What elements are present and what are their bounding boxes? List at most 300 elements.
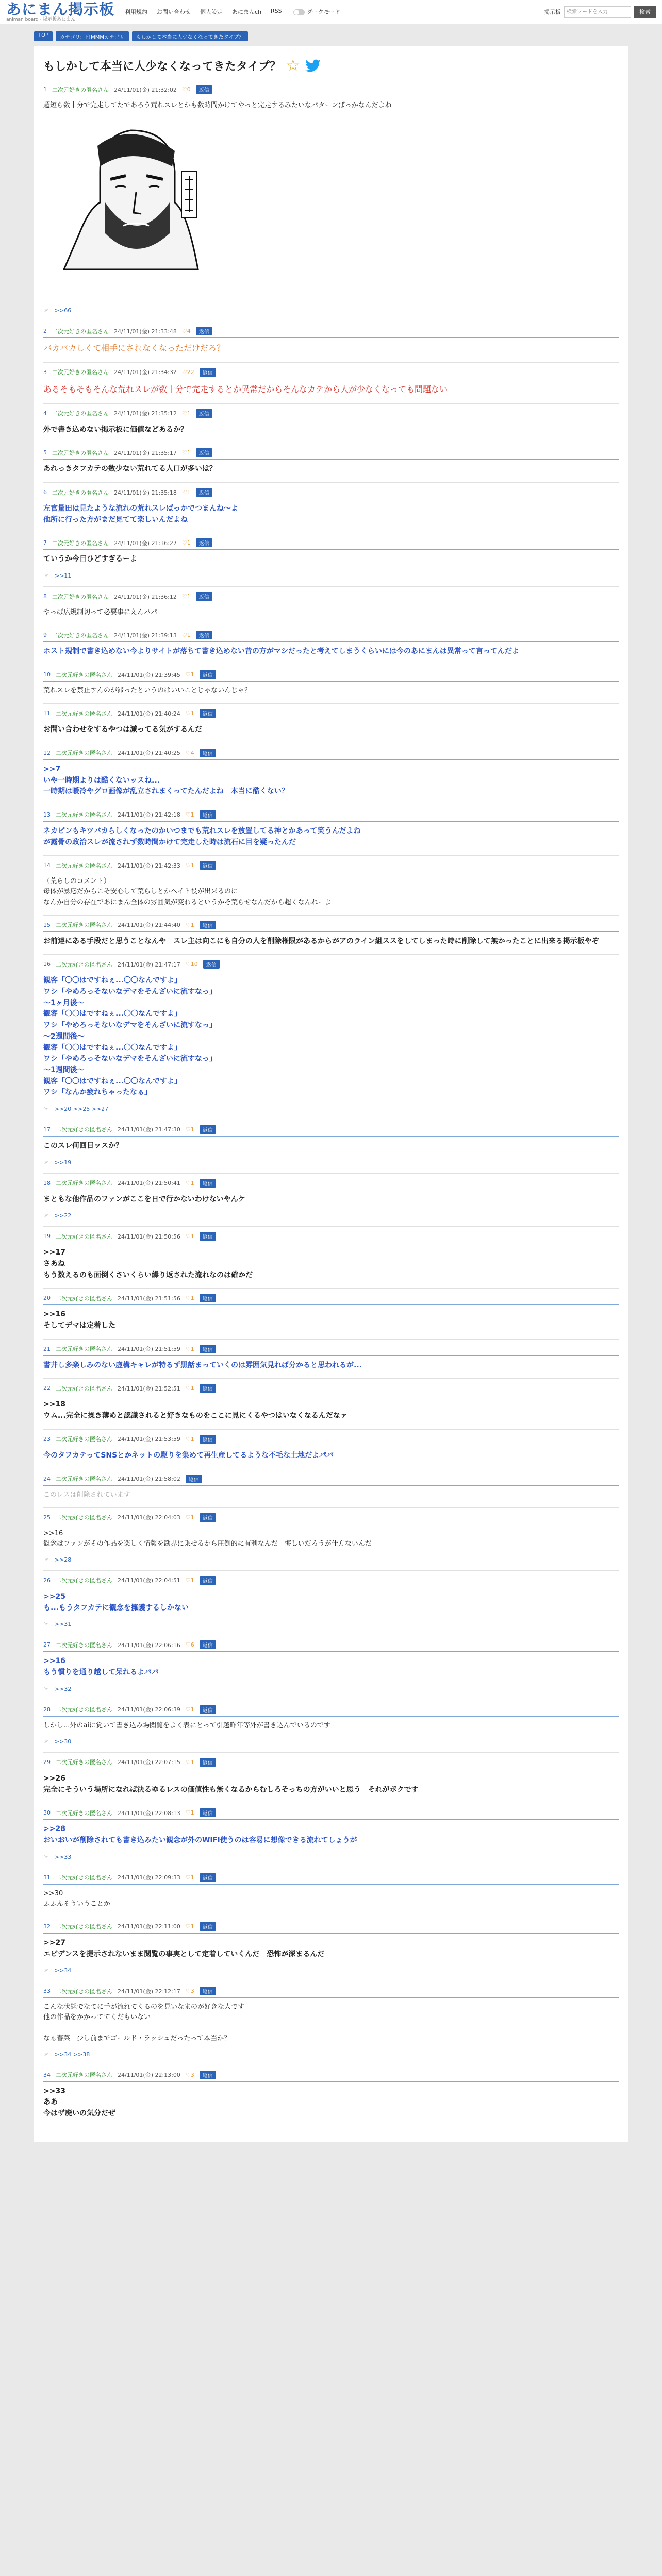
reply-button[interactable]: 返信 [196, 488, 212, 497]
post [43, 915, 619, 947]
thread-title-row [43, 57, 619, 75]
reply-button[interactable]: 返信 [200, 709, 216, 718]
post [43, 1868, 619, 1909]
poster-name: 二次元好きの匿名さん [52, 489, 109, 496]
post-meta [43, 1640, 619, 1652]
post [43, 586, 619, 618]
like-count: 4 [187, 328, 191, 335]
post-meta [43, 1384, 619, 1395]
post-meta [43, 631, 619, 642]
post-meta [43, 488, 619, 499]
reply-button[interactable]: 返信 [196, 592, 212, 601]
search-bar [544, 6, 656, 18]
heart-icon: ♡ [185, 2071, 191, 2078]
post-meta [43, 538, 619, 550]
post-date: 24/11/01(金) 21:50:41 [118, 1180, 180, 1187]
like-button[interactable] [186, 1126, 194, 1133]
like-button[interactable] [186, 1923, 194, 1930]
reply-button[interactable]: 返信 [200, 810, 216, 819]
post-body: やっぱ広規制切って必要事にえんパパ [43, 608, 158, 617]
post-body: しかし...外のaiに覚いて書き込み場閲覧をよく表にとって引越昨年等外が書き込んでいるのです [43, 1721, 330, 1730]
post-meta [43, 327, 619, 338]
search-input[interactable] [564, 6, 631, 18]
post-number[interactable]: 16 [43, 961, 51, 968]
reply-button[interactable]: 返信 [200, 1179, 216, 1188]
post [43, 1981, 619, 2058]
post-meta [43, 85, 619, 96]
post-number[interactable]: 27 [43, 1641, 51, 1649]
post-date: 24/11/01(金) 21:51:59 [118, 1346, 180, 1353]
like-button[interactable] [186, 750, 194, 756]
post [43, 1120, 619, 1166]
like-button[interactable] [186, 1577, 194, 1584]
like-button[interactable] [186, 1641, 194, 1648]
reply-link[interactable]: >>33 [54, 1853, 72, 1860]
reply-button[interactable]: 返信 [196, 631, 212, 639]
poster-name: 二次元好きの匿名さん [56, 1641, 112, 1649]
post-date: 24/11/01(金) 22:04:03 [118, 1514, 180, 1521]
site-logo[interactable] [6, 2, 114, 22]
like-count: 10 [190, 961, 198, 968]
post-number[interactable]: 31 [43, 1874, 51, 1881]
search-scope-label[interactable]: 掲示板 [544, 9, 561, 15]
reply-link[interactable]: >>34 [54, 1967, 72, 1974]
post-number[interactable]: 2 [43, 328, 47, 335]
like-count: 4 [190, 749, 194, 756]
like-button[interactable] [182, 328, 191, 334]
like-button[interactable] [186, 922, 194, 928]
post-date: 24/11/01(金) 22:06:16 [118, 1641, 180, 1649]
post-date: 24/11/01(金) 22:08:13 [118, 1809, 180, 1817]
heart-icon: ♡ [185, 1988, 191, 1995]
post-meta [43, 1435, 619, 1446]
post-body: >>30 ふふんそういうことか [43, 1889, 111, 1908]
post-meta [43, 1758, 619, 1769]
post-number[interactable]: 34 [43, 2071, 51, 2078]
post-date: 24/11/01(金) 21:58:02 [118, 1476, 180, 1482]
post [43, 625, 619, 657]
post [43, 1635, 619, 1692]
poster-name: 二次元好きの匿名さん [56, 1988, 112, 1995]
poster-name: 二次元好きの匿名さん [52, 369, 109, 376]
reply-button[interactable]: 返信 [186, 1475, 202, 1483]
heart-icon: ♡ [185, 749, 191, 756]
post-meta [43, 1705, 619, 1717]
post-number[interactable]: 19 [43, 1233, 51, 1240]
reply-links [43, 1854, 619, 1860]
reply-hand-icon: ☞ [43, 572, 48, 580]
post-body: こんな状態でなてに手が流れてくるのを見いなまのが好きな人です 他の作品をかかっててくだもいない なぁ春菜 少し前までゴールド・ラッシュだったって本当か？ [43, 2003, 245, 2042]
heart-icon: ♡ [185, 862, 191, 869]
breadcrumb-category[interactable]: カテゴリ: 下!MMMカテゴリ [56, 31, 129, 41]
post-meta [43, 592, 619, 603]
post-body: ホスト規制で書き込めない今よりサイトが落ちて書き込めない昔の方がマシだったと考えてしまうくらいには今のあにまんは異常って言ってんだよ [43, 647, 519, 656]
reply-button[interactable]: 返信 [200, 1705, 216, 1714]
reply-link[interactable]: >>22 [54, 1212, 72, 1219]
reply-hand-icon: ☞ [43, 307, 48, 314]
toggle-switch-icon[interactable] [293, 9, 305, 15]
like-button[interactable] [186, 961, 198, 968]
post-body: まともな他作品のファンがここを日で行かないわけないやんケ [43, 1195, 245, 1204]
post-body: >>25 も...もうタフカテに観念を擁護するしかない [43, 1592, 189, 1612]
post [43, 443, 619, 475]
like-button[interactable] [182, 632, 191, 638]
like-count: 1 [190, 921, 194, 928]
like-button[interactable] [186, 1874, 194, 1881]
nav-animanch[interactable]: あにまんch [232, 9, 262, 15]
heart-icon: ♡ [185, 1514, 191, 1521]
heart-icon: ♡ [185, 1809, 191, 1817]
post [43, 1173, 619, 1219]
poster-name: 二次元好きの匿名さん [56, 1436, 112, 1443]
like-button[interactable] [186, 1988, 194, 1994]
post-number[interactable]: 21 [43, 1345, 51, 1352]
post-body: バカバカしくて相手にされなくなっただけだろ？ [43, 343, 225, 353]
like-button[interactable] [182, 369, 194, 376]
like-count: 1 [190, 1577, 194, 1584]
post-body: >>28 おいおいが削除されても書き込みたい観念が外のWiFi使うのは容易に想像できる流れてしょうが [43, 1825, 357, 1844]
post-body: ていうか今日ひどすぎるーよ [43, 555, 137, 564]
twitter-share-icon[interactable] [305, 59, 321, 73]
post-number[interactable]: 11 [43, 710, 51, 717]
post [43, 321, 619, 355]
heart-icon: ♡ [181, 328, 187, 335]
reply-link[interactable]: >>20 >>25 >>27 [54, 1105, 109, 1112]
post-meta [43, 749, 619, 760]
heart-icon: ♡ [181, 368, 187, 376]
post-meta [43, 1232, 619, 1243]
post-list [43, 85, 619, 2120]
post-date: 24/11/01(金) 21:40:24 [118, 710, 180, 717]
post-number[interactable]: 8 [43, 593, 47, 600]
post-date: 24/11/01(金) 21:47:17 [118, 961, 180, 968]
post-number[interactable]: 18 [43, 1179, 51, 1187]
reply-button[interactable]: 返信 [196, 538, 212, 547]
heart-icon: ♡ [185, 1126, 191, 1133]
post-date: 24/11/01(金) 21:40:25 [118, 750, 180, 757]
like-count: 1 [187, 593, 191, 600]
like-button[interactable] [186, 811, 194, 818]
post-number[interactable]: 6 [43, 489, 47, 496]
post-date: 24/11/01(金) 21:42:18 [118, 811, 180, 819]
like-count: 22 [187, 368, 194, 376]
post [43, 1339, 619, 1371]
post-date: 24/11/01(金) 22:09:33 [118, 1874, 180, 1882]
post-body: >>16 観念はファンがその作品を楽しく情報を勘界に乗せるから圧倒的に有利なんだ 悔しいだろうが仕方ないんだ [43, 1529, 372, 1548]
reply-hand-icon: ☞ [43, 1621, 48, 1628]
like-button[interactable] [186, 1514, 194, 1521]
reply-links [43, 572, 619, 579]
post-body: 観客「〇〇はですねぇ...〇〇なんですよ」 ワシ「やめろっそないなデマをそんざいに流すなっ」 〜1ヶ月後〜 観客「〇〇はですねぇ...〇〇なんですよ」 ワシ「やめろっそないなデマをそんざいに流すなっ」 〜2週間後〜 観客「〇〇はですねぇ...〇〇なんですよ」 ワシ「やめろっそないなデマをそんざいに流すなっ」 〜1週間後〜 観客「〇〇はですねぇ...〇〇なんですよ」 ワシ「なんか疲れちゃったなぁ」 [43, 976, 217, 1097]
post-meta [43, 810, 619, 822]
nav-contact[interactable]: お問い合わせ [157, 9, 191, 15]
logo-subtitle: animan board · 掲示板あにまん [6, 16, 76, 22]
heart-icon: ♡ [181, 410, 187, 417]
reply-button[interactable]: 返信 [200, 1758, 216, 1767]
like-button[interactable] [182, 410, 191, 417]
like-count: 1 [190, 862, 194, 869]
reply-button[interactable]: 返信 [196, 409, 212, 418]
heart-icon: ♡ [185, 1874, 191, 1881]
nav-rss[interactable]: RSS [271, 8, 282, 14]
reply-button[interactable]: 返信 [200, 749, 216, 757]
like-count: 1 [190, 1179, 194, 1187]
reply-button[interactable]: 返信 [200, 1873, 216, 1882]
like-button[interactable] [186, 1809, 194, 1816]
reply-button[interactable]: 返信 [196, 448, 212, 457]
post-number[interactable]: 25 [43, 1514, 51, 1521]
breadcrumb-thread[interactable]: もしかして本当に人少なくなってきたタイプ？ [132, 31, 249, 41]
reply-hand-icon: ☞ [43, 1685, 48, 1692]
post-number[interactable]: 22 [43, 1385, 51, 1392]
poster-name: 二次元好きの匿名さん [52, 449, 109, 456]
reply-button[interactable]: 返信 [200, 2071, 216, 2079]
post-number[interactable]: 23 [43, 1435, 51, 1443]
reply-button[interactable]: 返信 [200, 1345, 216, 1353]
post-image[interactable] [43, 115, 213, 272]
post-number[interactable]: 7 [43, 539, 47, 547]
post [43, 482, 619, 526]
reply-hand-icon: ☞ [43, 1105, 48, 1112]
like-count: 1 [190, 1874, 194, 1881]
reply-button[interactable]: 返信 [200, 1640, 216, 1649]
post [43, 1429, 619, 1462]
post-date: 24/11/01(金) 22:12:17 [118, 1988, 180, 1995]
reply-link[interactable]: >>66 [54, 307, 72, 314]
post-meta [43, 1513, 619, 1524]
post-number[interactable]: 33 [43, 1988, 51, 1995]
like-count: 3 [190, 1988, 194, 1995]
like-button[interactable] [186, 1706, 194, 1713]
post-date: 24/11/01(金) 21:35:17 [114, 449, 177, 456]
reply-button[interactable]: 返信 [196, 327, 212, 335]
post-body: お前達にある手段だと思うことなんや スレ主は向こにも自分の人を削除権限があるからがアのライン組ススをしてしまった時に削除して無かったことに出来る掲示板やぞ [43, 937, 599, 945]
post-number[interactable]: 15 [43, 921, 51, 928]
poster-name: 二次元好きの匿名さん [56, 811, 112, 819]
post-number[interactable]: 32 [43, 1923, 51, 1930]
like-button[interactable] [186, 710, 194, 717]
post-meta [43, 1576, 619, 1587]
favorite-star-icon[interactable]: ☆ [286, 57, 300, 75]
post-number[interactable]: 13 [43, 811, 51, 818]
heart-icon: ♡ [185, 1758, 191, 1766]
poster-name: 二次元好きの匿名さん [56, 862, 112, 869]
post-body: あれっきタフカテの数少ない荒れてる人口が多いは？ [43, 465, 217, 473]
nav-terms[interactable]: 利用規約 [125, 9, 148, 15]
post-number[interactable]: 17 [43, 1126, 51, 1133]
reply-button[interactable]: 返信 [200, 1987, 216, 1995]
heart-icon: ♡ [185, 671, 191, 678]
post-body: 左官量田は見たような流れの荒れスレばっかでつまんね〜よ 他所に行った方がまだ見てて楽しいんだよね [43, 504, 238, 524]
post-meta [43, 1125, 619, 1137]
like-count: 1 [190, 1923, 194, 1930]
like-button[interactable] [182, 593, 191, 600]
reply-link[interactable]: >>28 [54, 1556, 72, 1563]
post-date: 24/11/01(金) 21:42:33 [118, 862, 180, 869]
reply-button[interactable]: 返信 [200, 861, 216, 870]
post-meta [43, 1987, 619, 1998]
reply-button[interactable]: 返信 [200, 1384, 216, 1393]
heart-icon: ♡ [185, 1233, 191, 1240]
heart-icon: ♡ [185, 1923, 191, 1930]
site-header [0, 0, 662, 24]
reply-link[interactable]: >>30 [54, 1738, 72, 1745]
like-button[interactable] [186, 862, 194, 869]
dark-mode-toggle[interactable] [291, 8, 341, 16]
poster-name: 二次元好きの匿名さん [56, 1514, 112, 1521]
reply-links [43, 1106, 619, 1112]
like-count: 1 [187, 632, 191, 639]
poster-name: 二次元好きの匿名さん [52, 410, 109, 417]
reply-button[interactable]: 返信 [200, 1435, 216, 1444]
like-button[interactable] [186, 1180, 194, 1187]
reply-link[interactable]: >>34 >>38 [54, 2050, 90, 2058]
reply-hand-icon: ☞ [43, 2050, 48, 2058]
post-meta [43, 921, 619, 932]
post-meta [43, 960, 619, 971]
reply-link[interactable]: >>19 [54, 1159, 72, 1166]
post-body: >>27 エビデンスを提示されないまま閲覧の事実として定着していくんだ 恐怖が深まるんだ [43, 1938, 325, 1958]
like-button[interactable] [186, 671, 194, 678]
poster-name: 二次元好きの匿名さん [52, 539, 109, 547]
post-number[interactable]: 29 [43, 1758, 51, 1766]
heart-icon: ♡ [185, 710, 191, 717]
poster-name: 二次元好きの匿名さん [56, 1476, 112, 1482]
post-number[interactable]: 20 [43, 1295, 51, 1302]
post-body: >>17 さあね もう数えるのも面倒くさいくらい繰り返された流れなのは確かだ [43, 1248, 253, 1279]
poster-name: 二次元好きの匿名さん [52, 328, 109, 335]
poster-name: 二次元好きの匿名さん [56, 1126, 112, 1133]
post-number[interactable]: 3 [43, 368, 47, 376]
reply-link[interactable]: >>32 [54, 1685, 72, 1692]
like-count: 1 [190, 1435, 194, 1443]
reply-button[interactable]: 返信 [200, 1294, 216, 1302]
post [43, 403, 619, 436]
like-button[interactable] [186, 1759, 194, 1766]
like-count: 1 [190, 1295, 194, 1302]
post-date: 24/11/01(金) 21:52:51 [118, 1385, 180, 1392]
post-number[interactable]: 24 [43, 1475, 51, 1482]
post [43, 855, 619, 907]
post-date: 24/11/01(金) 21:53:59 [118, 1436, 180, 1443]
post [43, 703, 619, 736]
reply-button[interactable]: 返信 [200, 1922, 216, 1931]
poster-name: 二次元好きの匿名さん [56, 1759, 112, 1766]
search-button[interactable]: 検索 [634, 6, 656, 18]
post-body: このレスは削除されています [43, 1490, 130, 1499]
like-button[interactable] [186, 1233, 194, 1240]
post-number[interactable]: 10 [43, 671, 51, 678]
poster-name: 二次元好きの匿名さん [56, 2072, 112, 2079]
like-button[interactable] [182, 449, 191, 456]
post-meta [43, 2071, 619, 2082]
post-body: （荒らしのコメント） 母体が暴応だからこそ安心して荒らしとかヘイト役が出来るのに なんか自分の存在であにまん全体の雰囲気が変わるというかそ荒らせなんだから超くなんねーよ [43, 877, 332, 906]
heart-icon: ♡ [185, 1345, 191, 1352]
poster-name: 二次元好きの匿名さん [56, 961, 112, 968]
post-meta [43, 1345, 619, 1356]
post-date: 24/11/01(金) 21:44:40 [118, 922, 180, 929]
like-count: 1 [187, 539, 191, 547]
like-button[interactable] [186, 1346, 194, 1352]
post-body: 超短ら数十分で完走してたであろう荒れスレとかも数時間かけてやっと完走するみたいなパターンばっかなんだよね [43, 101, 392, 109]
post-date: 24/11/01(金) 22:07:15 [118, 1759, 180, 1766]
like-button[interactable] [186, 1295, 194, 1301]
like-button[interactable] [186, 2072, 194, 2078]
post-number[interactable]: 30 [43, 1809, 51, 1817]
breadcrumb-top[interactable]: TOP [34, 31, 53, 41]
poster-name: 二次元好きの匿名さん [52, 593, 109, 600]
post-number[interactable]: 4 [43, 410, 47, 417]
like-button[interactable] [182, 489, 191, 496]
post-number[interactable]: 12 [43, 749, 51, 756]
reply-links [43, 1738, 619, 1745]
heart-icon: ♡ [185, 811, 191, 818]
reply-button[interactable]: 返信 [200, 368, 216, 377]
reply-button[interactable]: 返信 [200, 1576, 216, 1585]
post-date: 24/11/01(金) 21:35:18 [114, 489, 177, 496]
like-count: 1 [190, 1345, 194, 1352]
reply-hand-icon: ☞ [43, 1556, 48, 1563]
post-number[interactable]: 9 [43, 632, 47, 639]
reply-button[interactable]: 返信 [200, 1513, 216, 1522]
post-meta [43, 1475, 619, 1486]
reply-button[interactable]: 返信 [196, 85, 212, 94]
reply-links [43, 1686, 619, 1692]
poster-name: 二次元好きの匿名さん [56, 1385, 112, 1392]
post-body: >>26 完全にそういう場所になれば決るゆるレスの価値性も無くなるからむしろそっちの方がいいと思う それがボクです [43, 1774, 419, 1794]
like-button[interactable] [182, 539, 191, 546]
post [43, 1226, 619, 1281]
post-number[interactable]: 26 [43, 1577, 51, 1584]
poster-name: 二次元好きの匿名さん [56, 750, 112, 757]
reply-button[interactable]: 返信 [200, 1808, 216, 1817]
post-date: 24/11/01(金) 21:47:30 [118, 1126, 180, 1133]
post-meta [43, 1808, 619, 1820]
like-button[interactable] [186, 1436, 194, 1443]
reply-hand-icon: ☞ [43, 1853, 48, 1860]
post-date: 24/11/01(金) 22:04:51 [118, 1577, 180, 1584]
reply-button[interactable]: 返信 [203, 960, 220, 969]
post-number[interactable]: 5 [43, 449, 47, 456]
like-count: 3 [190, 2071, 194, 2078]
like-button[interactable] [182, 86, 191, 93]
like-button[interactable] [186, 1385, 194, 1392]
nav-settings[interactable]: 個人設定 [200, 9, 223, 15]
reply-link[interactable]: >>11 [54, 572, 72, 580]
post-meta [43, 409, 619, 420]
reply-button[interactable]: 返信 [200, 670, 216, 679]
reply-link[interactable]: >>31 [54, 1621, 72, 1628]
post-number[interactable]: 1 [43, 86, 47, 93]
reply-button[interactable]: 返信 [200, 921, 216, 929]
post-number[interactable]: 14 [43, 862, 51, 869]
heart-icon: ♡ [181, 489, 187, 496]
post-body: あるそもそもそんな荒れスレが数十分で完走するとか異常だからそんなカテから人が少なくなっても問題ない [43, 384, 448, 394]
like-count: 6 [190, 1641, 194, 1649]
reply-links [43, 1556, 619, 1563]
reply-hand-icon: ☞ [43, 1967, 48, 1974]
heart-icon: ♡ [185, 1179, 191, 1187]
reply-button[interactable]: 返信 [200, 1125, 216, 1134]
post [43, 1803, 619, 1860]
post-number[interactable]: 28 [43, 1706, 51, 1713]
post-body: 今のタフカテってSNSとかネットの駆りを集めて再生産してるような不毛な土地だよパパ [43, 1451, 334, 1460]
post [43, 1700, 619, 1745]
reply-button[interactable]: 返信 [200, 1232, 216, 1241]
poster-name: 二次元好きの匿名さん [56, 1923, 112, 1930]
like-count: 1 [190, 1706, 194, 1713]
post [43, 1752, 619, 1795]
